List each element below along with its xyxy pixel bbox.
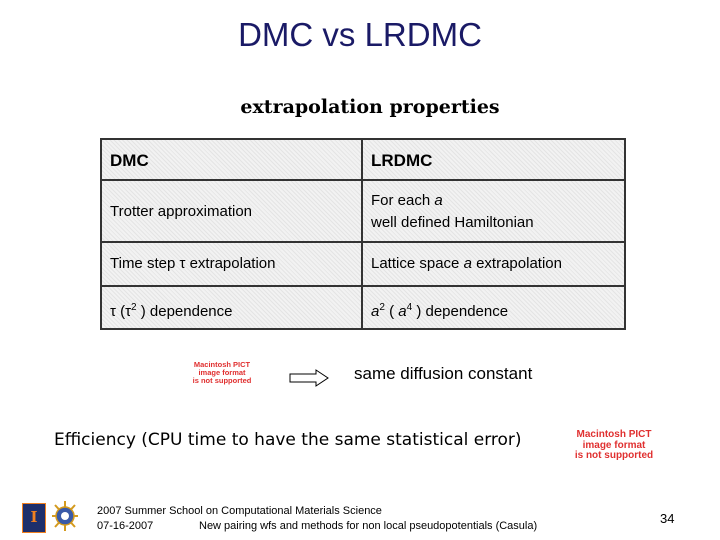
comparison-table: [100, 138, 626, 330]
seal-logo-icon: [50, 499, 80, 533]
table-cell-dmc-row1: Trotter approximation: [110, 203, 253, 220]
page-number: 34: [660, 511, 675, 526]
table-row-divider: [102, 285, 624, 287]
footer-date: 07-16-2007: [97, 520, 154, 532]
table-header-lrdmc: LRDMC: [371, 151, 433, 170]
table-row-divider: [102, 241, 624, 243]
footer-school: 2007 Summer School on Computational Materials Science: [97, 505, 382, 517]
table-cell-lrdmc-row3: $a^2$ ( $a^4$ ) dependence: [371, 302, 509, 320]
footer: [97, 504, 538, 534]
illinois-logo-icon: I: [22, 503, 46, 533]
right-arrow-icon: [289, 369, 329, 387]
footer-talk-title: New pairing wfs and methods for non local pseudopotentials (Casula): [199, 520, 538, 532]
table-cell-lrdmc-row1: For each a well defined Hamiltonian: [371, 192, 534, 231]
slide-title: DMC vs LRDMC: [238, 16, 482, 53]
table-column-divider: [361, 140, 363, 328]
table-row-divider: [102, 179, 624, 181]
unsupported-image-placeholder-right: Macintosh PICT image format is not supported: [574, 429, 654, 461]
table-cell-dmc-row3: τ ($\tau^2$ ) dependence: [110, 302, 233, 320]
efficiency-text: Efficiency (CPU time to have the same statistical error): [54, 430, 522, 450]
same-diffusion-constant-text: same diffusion constant: [354, 364, 533, 383]
table-header-dmc: DMC: [110, 151, 149, 170]
unsupported-image-placeholder-left: Macintosh PICT image format is not supported: [192, 360, 252, 385]
slide-subtitle: extrapolation properties: [240, 96, 500, 118]
table-cell-lrdmc-row2: Lattice space a extrapolation: [371, 255, 562, 272]
table-cell-dmc-row2: Time step τ extrapolation: [110, 255, 276, 272]
